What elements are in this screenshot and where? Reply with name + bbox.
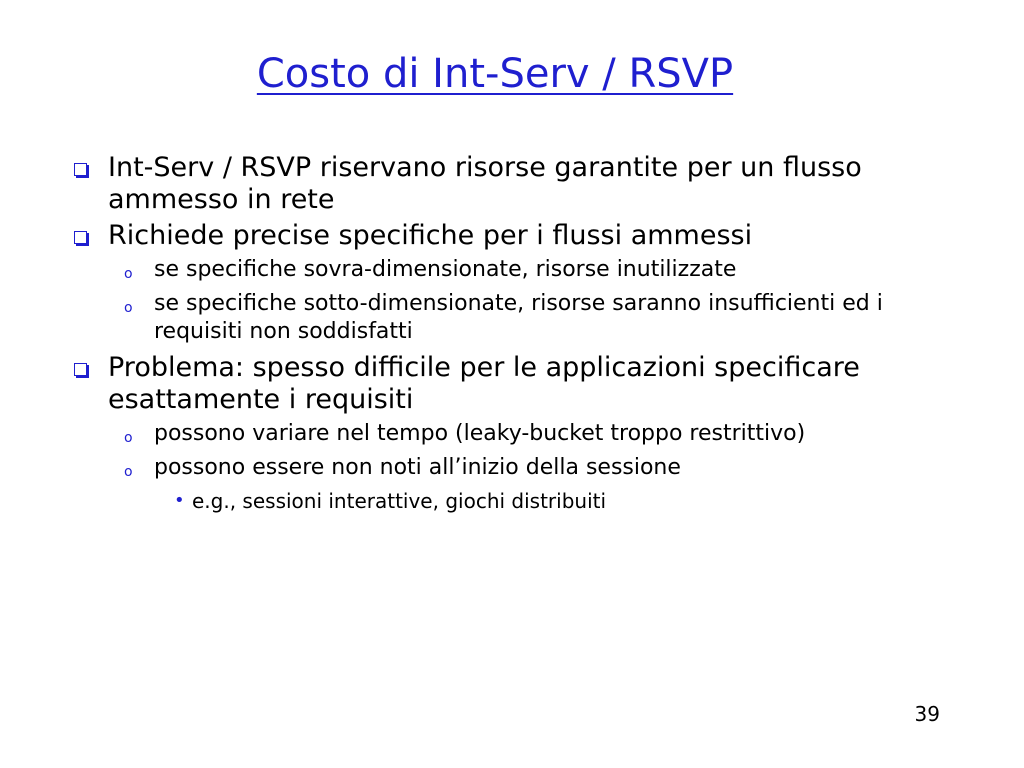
bullet-text: Int-Serv / RSVP riservano risorse garantite per un flusso ammesso in rete (108, 152, 862, 215)
sub-bullet-text: se specifiche sovra-dimensionate, risorse inutilizzate (154, 257, 737, 282)
slide-body (72, 152, 892, 520)
sub-sub-bullet-text: e.g., sessioni interattive, giochi distribuiti (192, 489, 607, 513)
bullet-item (72, 352, 892, 416)
square-bullet-icon (74, 231, 87, 244)
sub-bullet-text: se specifiche sotto-dimensionate, risorse saranno insufficienti ed i requisiti non soddisfatti (154, 291, 883, 344)
page-number: 39 (914, 702, 940, 726)
square-bullet-icon (74, 163, 87, 176)
sub-sub-bullet-item (164, 488, 892, 514)
circle-bullet-icon: o (124, 430, 133, 446)
bullet-text: Problema: spesso difficile per le applicazioni specificare esattamente i requisiti (108, 352, 860, 415)
slide-title-text: Costo di Int-Serv / RSVP (256, 51, 734, 97)
sub-bullet-item (118, 290, 892, 346)
circle-bullet-icon: o (124, 464, 133, 480)
bullet-text: Richiede precise specifiche per i flussi ammessi (108, 220, 753, 251)
circle-bullet-icon: o (124, 300, 133, 316)
sub-bullet-item (118, 256, 892, 284)
square-bullet-icon (74, 363, 87, 376)
slide-title (0, 48, 990, 100)
sub-bullet-item (118, 454, 892, 482)
dot-bullet-icon: • (174, 490, 185, 511)
sub-bullet-text: possono essere non noti all’inizio della sessione (154, 455, 681, 480)
sub-bullet-text: possono variare nel tempo (leaky-bucket troppo restrittivo) (154, 421, 806, 446)
bullet-item (72, 220, 892, 252)
sub-bullet-item (118, 420, 892, 448)
bullet-item (72, 152, 892, 216)
circle-bullet-icon: o (124, 266, 133, 282)
